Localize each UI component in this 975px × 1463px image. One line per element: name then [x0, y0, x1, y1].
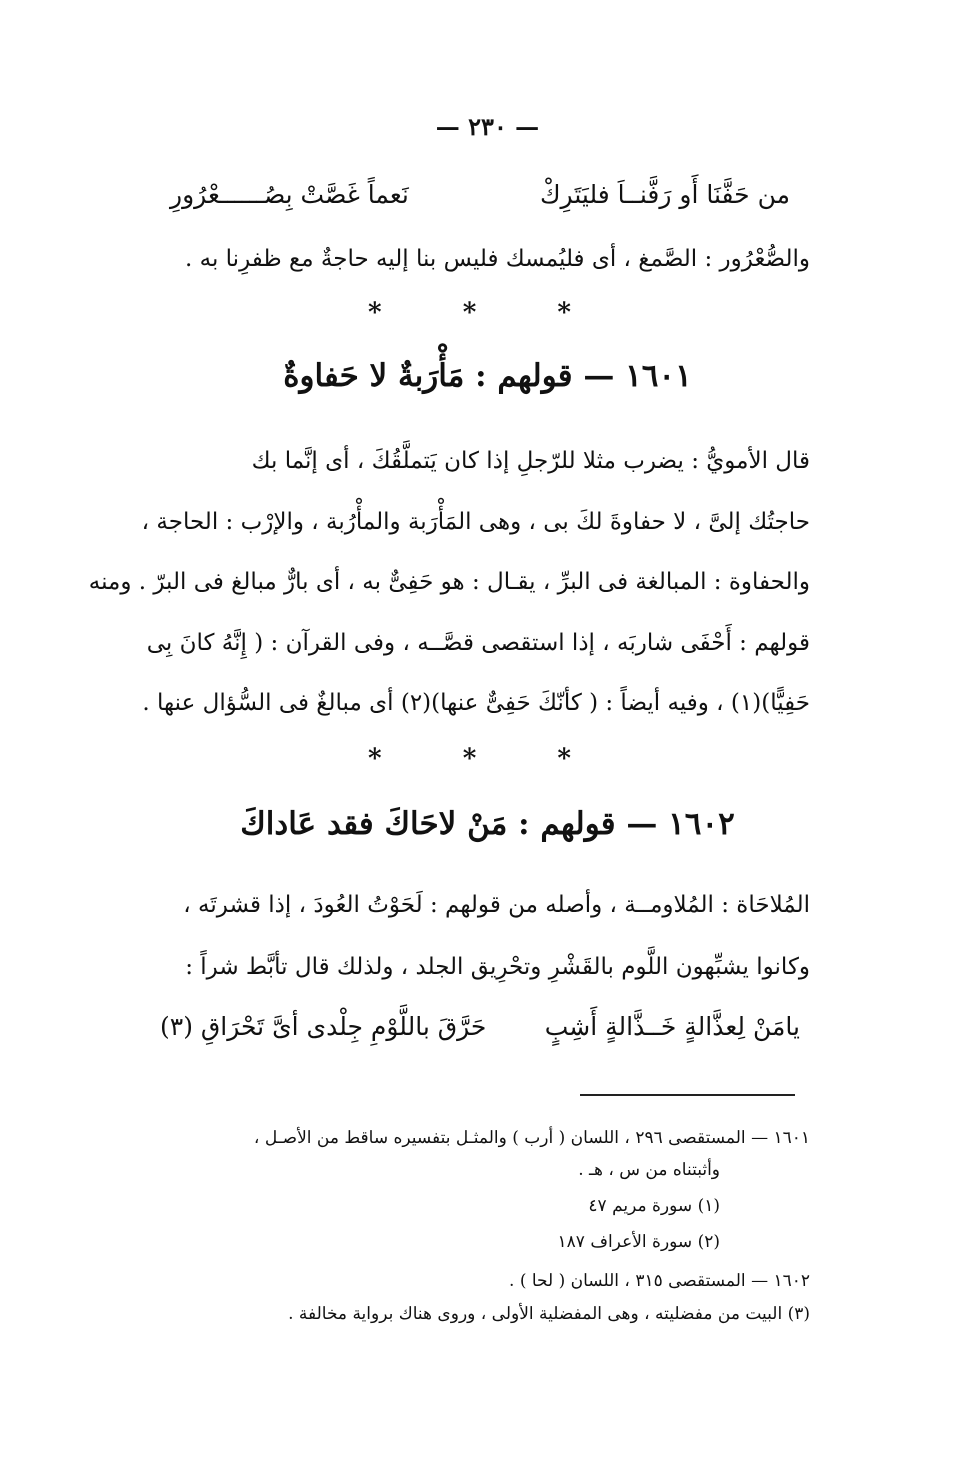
- section-separator: * * *: [368, 744, 607, 774]
- entry-1602-line-1: المُلاحَاة : المُلاومــة ، وأصله من قولهم : لَحَوْتُ العُودَ ، إذا قشرتَه ،: [183, 892, 810, 918]
- opening-verse: [170, 180, 790, 209]
- entry-1601-line-2: حاجتُك إلىَّ ، لا حفاوةَ لكَ بى ، وهى المَأْرَبة والمأْرُبة ، والإرْب : الحاجة ،: [141, 509, 810, 535]
- entry-1601-line-5: حَفِيًّا)(١) ، وفيه أيضاً : ( كأنّكَ حَفِىٌّ عنها)(٢) أى مبالغٌ فى السُّؤال عنها .: [142, 690, 810, 716]
- footnote-divider: [580, 1094, 795, 1096]
- footnote-line: (٢) سورة الأعراف ١٨٧: [557, 1232, 720, 1252]
- verse-second-hemistich: حَرَّقَ باللَّوْمِ جِلْدى أىَّ تَحْرَاقِ (٣): [160, 1012, 487, 1041]
- entry-heading-1601: ١٦٠١ — قولهم : مَأْرَبةٌ لا حَفاوةٌ: [283, 358, 692, 394]
- page-number: — ٢٣٠ —: [435, 112, 540, 141]
- footnote-line: (١) سورة مريم ٤٧: [588, 1196, 720, 1216]
- verse-first-hemistich: من حَفَّنَا أَو رَفَّنــاَ فليَتَرِكْ: [539, 180, 790, 209]
- opening-explanation: والصُّعْرُور : الصَّمغ ، أى فليُمسك فليس بنا إليه حاجةٌ مع ظفرِنا به .: [185, 246, 810, 272]
- entry-heading-1602: ١٦٠٢ — قولهم : مَنْ لاحَاكَ فقد عَاداكَ: [240, 806, 735, 842]
- footnote-line: (٣) البيت من مفضليته ، وهى المفضلية الأولى ، وروى هناك برواية مخالفة .: [288, 1304, 810, 1324]
- entry-1601-line-3: والحفاوة : المبالغة فى البرِّ ، يقـال : هو حَفِىٌّ به ، أى بارٌّ مبالغ فى البرّ . ومنه: [88, 569, 810, 595]
- entry-1601-line-1: قال الأمويُّ : يضرب مثلا للرّجلِ إذا كان يَتملَّقُكَ ، أى إنَّما بك: [251, 448, 810, 474]
- section-separator: * * *: [368, 298, 607, 328]
- verse-second-hemistich: نَعماً غَصَّتْ بِصُــــــعْرُورِ: [170, 180, 409, 209]
- footnote-line: ١٦٠٢ — المستقصى ٣١٥ ، اللسان ( لحا ) .: [509, 1271, 810, 1291]
- footnote-line: وأثبتناه من س ، هـ .: [578, 1160, 720, 1180]
- entry-1602-line-2: وكانوا يشبِّهون اللَّوم بالقَشْرِ وتحْرِيق الجلد ، ولذلك قال تأبَّط شراً :: [185, 954, 810, 980]
- entry-1601-line-4: قولهم : أَحْفَى شاربَه ، إذا استقصى قصَّــه ، وفى القرآن : ( إِنَّهُ كانَ بِى: [146, 630, 810, 656]
- footnote-line: ١٦٠١ — المستقصى ٢٩٦ ، اللسان ( أرب ) والمثـل بتفسيره ساقط من الأصـل ،: [253, 1128, 810, 1148]
- verse-first-hemistich: يامَنْ لِعذَّالةٍ خَــذَّالةٍ أَشِبٍ: [544, 1012, 800, 1041]
- entry-1602-verse: [160, 1012, 800, 1041]
